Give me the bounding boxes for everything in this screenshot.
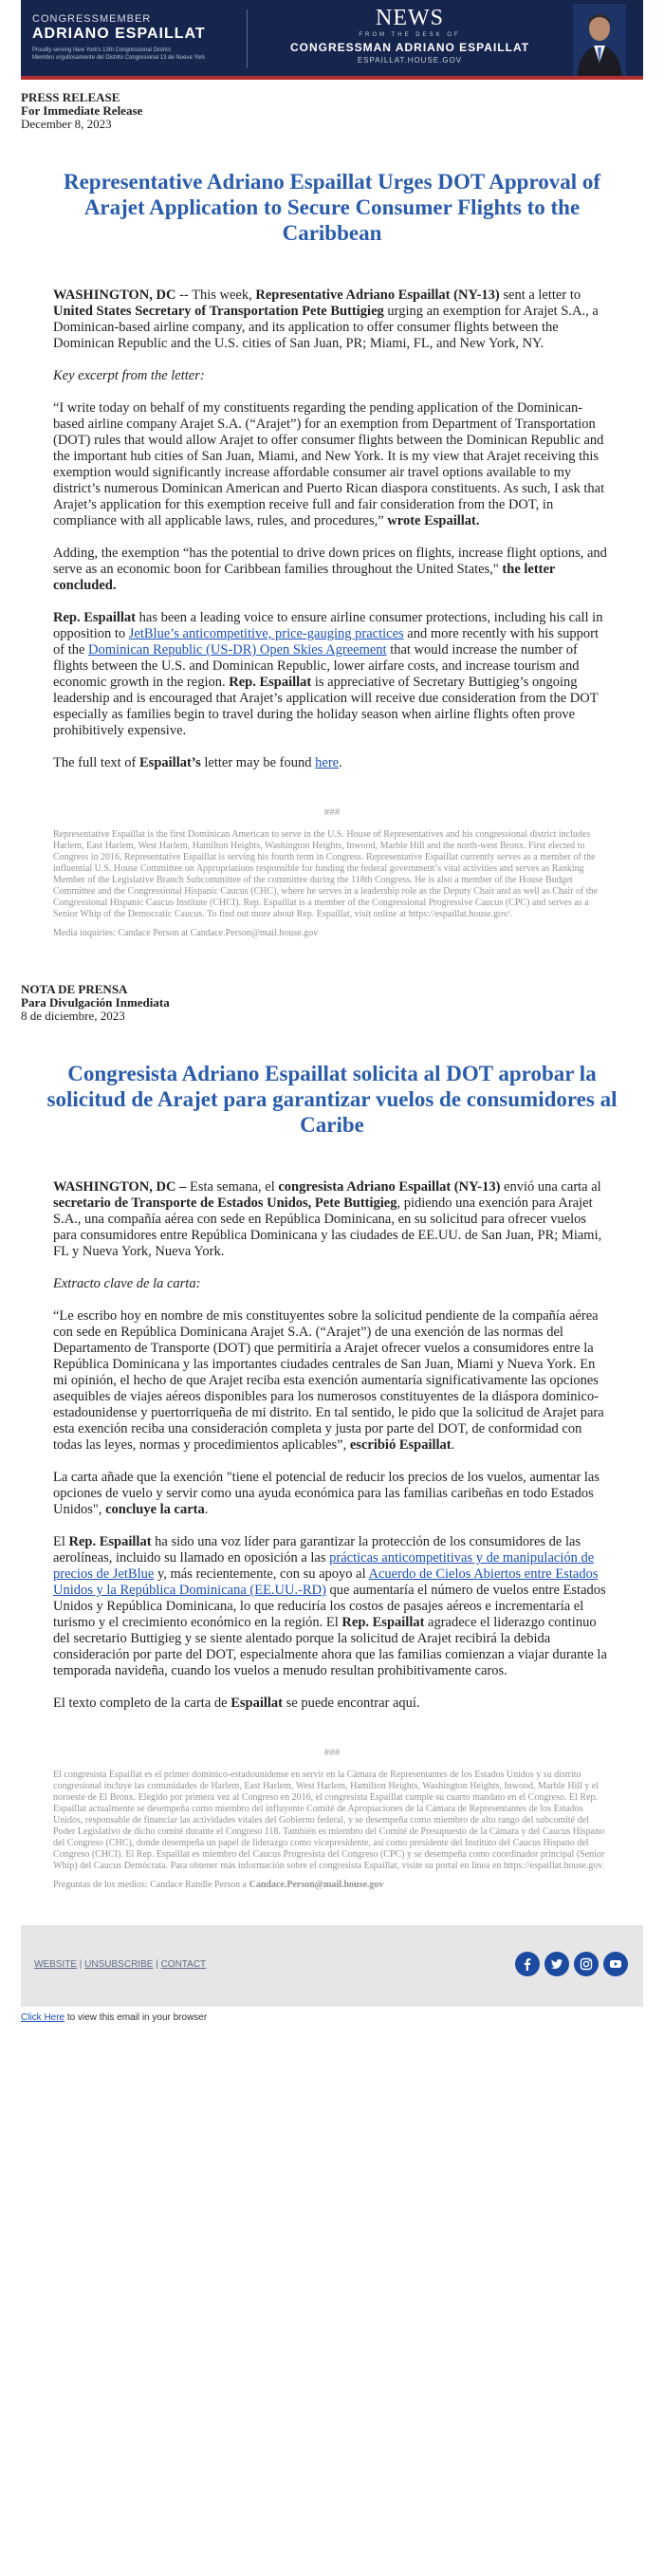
bold-name: Rep. Espaillat — [341, 1615, 425, 1630]
open-skies-link[interactable]: Dominican Republic (US-DR) Open Skies Agreement — [88, 642, 387, 658]
bold-name: Espaillat — [231, 1696, 284, 1711]
instagram-icon[interactable] — [574, 1952, 599, 1976]
boilerplate-bio: Representative Espaillat is the first Dominican American to serve in the U.S. House of Representatives and his congressional district includes Harlem, East Harlem, West Harlem, Hamilton Heights, Washington Heights, Inwood, Marble Hill and the north-west Bronx. First elected to Congress in 2016, Representative Espaillat is serving his fourth term in Congress. Representative Espaillat currently serves as a member of the influential U.S. House Committee on Appropriations responsible for funding the federal government’s vital activities and serves as Ranking Member of the Legislative Branch Subcommittee of the committee during the 118th Congress. He is also a member of the House Budget Committee and the Congressional Hispanic Caucus (CHC), where he serves in a leadership role as the Deputy Chair and as well as Chair of the Congressional Hispanic Caucus Institute (CHCI). Rep. Espaillat is a member of the Congressional Progressive Caucus (CPC) and serves as a Senior Whip of the Democratic Caucus. To find out more about Rep. Espaillat, visit online at https://espaillat.house.gov/. — [53, 829, 599, 919]
text-span: sent a letter to — [499, 287, 581, 303]
adding-paragraph — [53, 546, 611, 594]
bold-name: Rep. Espaillat — [229, 675, 312, 690]
quote-text: “I write today on behalf of my constituents regarding the pending application of the Dominican-based airline company Arajet S.A. (“Arajet”) for an exemption from Department of Transportation (DOT) rules that would allow Arajet to offer consumer flights between the Dominican Republic and the important hub cities of San Juan, Miami, and New York. It is my view that Arajet receiving this exemption would significantly increase affordable consumer air travel options available to my district’s numerous Dominican American and Puerto Rican diaspora constituents. As such, I ask that Arajet’s application for this exemption receive full and fair consideration from the DOT, in compliance with all applicable laws, rules, and procedures,” — [53, 400, 605, 528]
jetblue-link[interactable]: JetBlue’s anticompetitive, price-gauging practices — [128, 626, 404, 641]
portrait-photo — [573, 4, 626, 80]
link-separator: | — [77, 1959, 85, 1970]
header-banner — [21, 0, 643, 80]
media-inquiries: Media inquiries: Candace Person at Candace.Person@mail.house.gov — [53, 928, 319, 938]
text-span: El — [53, 1534, 69, 1549]
release-status: For Immediate Release — [21, 103, 143, 118]
bold-name: secretario de Transporte de Estados Unidos, Pete Buttigieg — [53, 1195, 397, 1211]
quote-paragraph-es — [53, 1308, 611, 1454]
context-paragraph-es — [53, 1534, 611, 1679]
media-inquiries-es — [53, 1880, 611, 1891]
bold-name: congresista Adriano Espaillat (NY-13) — [278, 1179, 501, 1195]
text-span: , pidiendo una exención para Arajet S.A., una compañía aérea con sede en República Dominicana, en su solicitud para ofrecer vuelos para consumidores entre República Dominicana y las ciudades de EE.UU. de San Juan, PR; Miami, FL y Nueva York, Nueva York. — [53, 1195, 602, 1259]
social-icons — [515, 1952, 628, 1976]
section-separator: ### — [323, 807, 341, 818]
bold-text: concluye la carta — [105, 1502, 205, 1517]
text-span: envió una carta al — [500, 1179, 601, 1195]
adding-paragraph-es — [53, 1470, 611, 1518]
bold-name: Representative Adriano Espaillat (NY-13) — [255, 287, 500, 303]
headline-es: Congresista Adriano Espaillat solicita al DOT aprobar la solicitud de Arajet para garantizar vuelos de consumidores al Caribe — [46, 1062, 618, 1137]
facebook-icon[interactable] — [515, 1952, 540, 1976]
text-span: and more recently with his support of the — [53, 626, 599, 658]
text-span: Esta semana, el — [186, 1179, 279, 1195]
bold-name: Rep. Espaillat — [68, 1534, 152, 1549]
boilerplate-bio-es: El congresista Espaillat es el primer dominico-estadounidense en servir en la Cámara de Representantes de los Estados Unidos y su distrito congresional incluye las comunidades de Harlem, East Harlem, West Harlem, Hamilton Heights, Washington Heights, Inwood, Marble Hill y el noroeste de El Bronx. Elegido por primera vez al Congreso en 2016, el congresista Espaillat cumple su cuarto mandato en el Congreso. El Rep. Espaillat actualmente se desempeña como miembro del influyente Comité de Apropiaciones de la Cámara de Representantes de los Estados Unidos, responsable de financiar las actividades vitales del Gobierno federal, y se desempeña como miembro de alto rango del subcomité del Poder Legislativo de dicho comité durante el Congreso 118. También es miembro del Comité de Presupuesto de la Cámara y del Caucus Hispano del Congreso (CHC), donde desempeña un papel de liderazgo como vicepresidente, así como presidente del Instituto del Caucus Hispano del Congreso (CHCI). El Rep. Espaillat es miembro del Caucus Progresista del Congreso (CPC) y se desempeña como coordinador principal (Senior Whip) del Caucus Demócrata. Para obtener más información sobre el congresista Espaillat, visite su portal en línea en https://espaillat.house.gov. — [53, 1770, 605, 1871]
lead-paragraph-es — [53, 1179, 611, 1260]
divulgacion-status: Para Divulgación Inmediata — [21, 995, 170, 1010]
body-en — [21, 287, 643, 771]
text-span: The full text of — [53, 755, 140, 770]
open-skies-link-es[interactable]: Acuerdo de Cielos Abiertos entre Estados Unidos y la República Dominicana (EE.UU.-RD) — [53, 1566, 599, 1598]
banner-congressman: CONGRESSMAN ADRIANO ESPAILLAT — [289, 41, 530, 54]
unsubscribe-link[interactable]: UNSUBSCRIBE — [84, 1959, 154, 1970]
about-en — [21, 829, 643, 939]
text-span: urging an exemption for Arajet S.A., a Dominican-based airline company, and its application to offer consumer flights between the Dominican Republic and the U.S. cities of San Juan, PR; Miami, FL, and New York, NY. — [53, 304, 599, 351]
text-span: y, más recientemente, con su apoyo al — [154, 1566, 369, 1582]
text-span: que aumentaría el número de vuelos entre Estados Unidos y República Dominicana, lo que reduciría los costos de pasajes aéreos e incrementaría el turismo y el crecimiento económico en la región. El — [53, 1583, 606, 1630]
context-paragraph — [53, 610, 611, 739]
footer-links — [34, 1959, 206, 1970]
text-span: ha sido una voz líder para garantizar la protección de los consumidores de las aerolíneas, incluido su llamado en oposición a las — [53, 1534, 581, 1566]
nota-prensa-header — [21, 972, 643, 1023]
section-separator-es: ### — [323, 1748, 341, 1758]
press-release-label: PRESS RELEASE — [21, 90, 120, 104]
jetblue-link-es[interactable]: prácticas anticompetitivas y de manipulación de precios de JetBlue — [53, 1550, 595, 1582]
bold-name: United States Secretary of Transportation Pete Buttigieg — [53, 304, 384, 319]
banner-news: NEWS — [376, 6, 444, 30]
view-in-browser — [21, 2007, 643, 2023]
twitter-icon[interactable] — [544, 1952, 569, 1976]
quote-attribution: escribió Espaillat — [346, 1437, 452, 1453]
banner-title-line1: CONGRESSMEMBER — [32, 13, 152, 25]
bold-text: the letter concluded. — [53, 562, 556, 593]
quote-attribution: wrote Espaillat. — [383, 513, 480, 528]
click-here-link[interactable]: Click Here — [21, 2012, 65, 2023]
text-span: is appreciative of Secretary Buttigieg’s ongoing leadership and is encouraged that Arajet’s application will receive due consideration from the DOT especially as families begin to travel during the holiday season when airline flights often prove prohibitively expensive. — [53, 675, 599, 738]
view-in-browser-text: to view this email in your browser — [65, 2012, 208, 2023]
text-span: El texto completo de la carta de — [53, 1696, 231, 1711]
youtube-icon[interactable] — [603, 1952, 628, 1976]
text-span: has been a leading voice to ensure airline consumer protections, including his call in opposition to — [53, 610, 603, 641]
full-text-paragraph — [53, 755, 611, 771]
banner-tagline-en: Proudly serving New York's 13th Congressional District — [32, 47, 171, 53]
dateline: WASHINGTON, DC — [53, 287, 176, 303]
text-span: . — [339, 755, 342, 770]
nota-prensa-label: NOTA DE PRENSA — [21, 982, 128, 996]
footer — [21, 1925, 643, 2007]
link-separator: | — [153, 1959, 161, 1970]
banner-title-line2: ADRIANO ESPAILLAT — [32, 26, 206, 42]
banner-divider — [247, 9, 248, 68]
text-span: agradece el liderazgo continuo del secretario Buttigieg y se siente alentado porque la solicitud de Arajet recibirá la debida consideración por parte del DOT, especialmente ahora que las familias comienzan a viajar durante la temporada navideña, cuando los vuelos a menudo resultan prohibitivamente caros. — [53, 1615, 607, 1678]
text-span: . — [451, 1437, 455, 1453]
text-span: Preguntas de los medios: Candace Randle Person a — [53, 1880, 249, 1890]
banner-from-desk: FROM THE DESK OF — [359, 32, 461, 38]
about-es — [21, 1770, 643, 1891]
excerpt-label: Key excerpt from the letter: — [53, 368, 205, 383]
website-link[interactable]: WEBSITE — [34, 1959, 78, 1970]
email-container — [21, 0, 643, 2023]
banner-site: ESPAILLAT.HOUSE.GOV — [357, 56, 463, 65]
bold-name: Rep. Espaillat — [53, 610, 137, 625]
banner-left — [21, 0, 252, 80]
text-span: -- This week, — [175, 287, 256, 303]
bold-name: Espaillat’s — [139, 755, 201, 770]
banner-red-bar — [21, 76, 643, 80]
release-date: December 8, 2023 — [21, 117, 112, 131]
text-span: La carta añade que la exención "tiene el potencial de reducir los precios de los vuelos, aumentar las opciones de vuelo y servir como una ayuda económica para las familias caribeñas en todo Estados Unidos", — [53, 1470, 600, 1517]
banner-tagline — [32, 46, 252, 62]
quote-text: “Le escribo hoy en nombre de mis constituyentes sobre la solicitud pendiente de la compañía aérea con sede en República Dominicana Arajet S.A. (“Arajet”) de una exención de las normas del Departamento de Transporte (DOT) que permitiría a Arajet ofrecer vuelos a consumidores entre la República Dominicana y las importantes ciudades centrales de San Juan, Miami y Nueva York. En mi opinión, el hecho de que Arajet reciba esta exención aumentaría significativamente las opciones asequibles de viajes aéreos disponibles para los numerosos constituyentes de la diáspora dominico-estadounidense y puertorriqueña de mi distrito. En tal sentido, le pido que la solicitud de Arajet para esta exención reciba una consideración completa y justa por parte del DOT, de conformidad con todas las leyes, normas y procedimientos aplicables”, — [53, 1308, 604, 1453]
text-span: . — [204, 1502, 209, 1517]
quote-paragraph — [53, 400, 611, 529]
fecha: 8 de diciembre, 2023 — [21, 1009, 125, 1023]
lead-paragraph — [53, 287, 611, 352]
banner-tagline-es: Miembro orgullosamente del Distrito Congresional 13 de Nueva York — [32, 55, 206, 61]
contact-link[interactable]: CONTACT — [160, 1959, 207, 1970]
excerpt-label-es: Extracto clave de la carta: — [53, 1276, 201, 1291]
text-span: letter may be found — [200, 755, 316, 770]
dateline: WASHINGTON, DC – — [53, 1179, 187, 1195]
text-span: se puede encontrar aquí. — [283, 1696, 420, 1711]
text-span: that would increase the number of flights between the U.S. and Dominican Republic, lower airfare costs, and increase tourism and economic growth in the region. — [53, 642, 580, 690]
press-release-header — [21, 80, 643, 131]
body-es — [21, 1179, 643, 1712]
text-span: Adding, the exemption “has the potential to drive down prices on flights, increase flight options, and serve as an economic boon for Caribbean families throughout the United States," — [53, 546, 607, 577]
media-email: Candace.Person@mail.house.gov — [249, 1880, 384, 1890]
letter-here-link[interactable]: here — [315, 755, 340, 770]
headline-en: Representative Adriano Espaillat Urges DOT Approval of Arajet Application to Secure Consumer Flights to the Caribbean — [63, 170, 601, 245]
full-text-paragraph-es — [53, 1696, 611, 1712]
